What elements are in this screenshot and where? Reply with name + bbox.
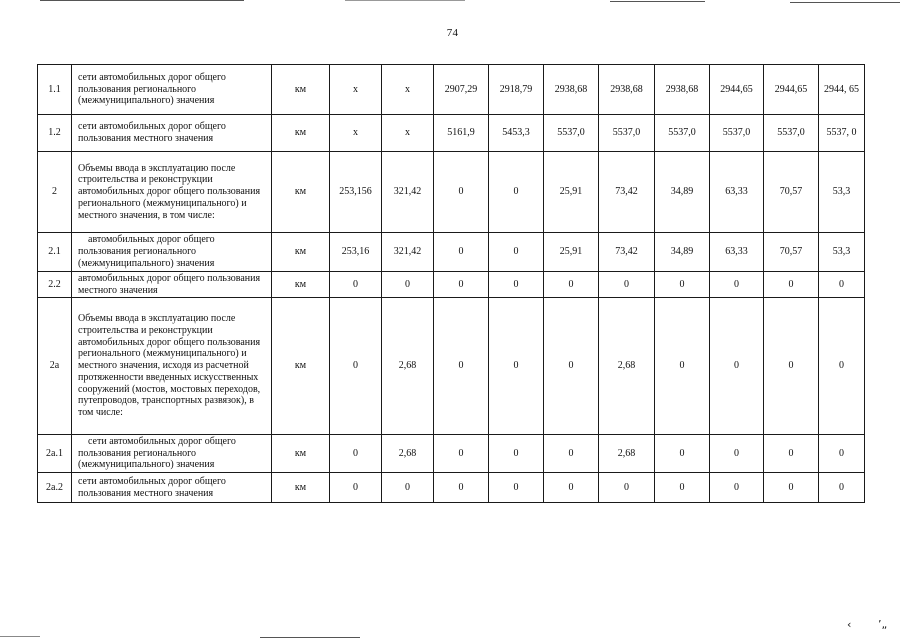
row-number-cell: 2а.1 [38, 435, 72, 473]
table-row [38, 272, 865, 298]
value-cell: х [382, 115, 434, 152]
value-cell: 253,156 [330, 152, 382, 233]
value-cell: 0 [544, 272, 599, 298]
value-cell: 0 [764, 298, 819, 435]
value-cell: 73,42 [599, 152, 655, 233]
value-cell: 0 [819, 473, 865, 503]
value-cell: 0 [489, 435, 544, 473]
unit-cell: км [272, 298, 330, 435]
value-cell: 2938,68 [544, 65, 599, 115]
value-cell: 2944, 65 [819, 65, 865, 115]
row-number-cell: 1.1 [38, 65, 72, 115]
description-cell: автомобильных дорог общего пользования местного значения [72, 272, 272, 298]
table-row [38, 233, 865, 272]
value-cell: 5537,0 [655, 115, 710, 152]
value-cell: 0 [655, 435, 710, 473]
value-cell: 253,16 [330, 233, 382, 272]
value-cell: 321,42 [382, 233, 434, 272]
value-cell: 2,68 [599, 298, 655, 435]
table-body [38, 65, 865, 503]
value-cell: 0 [544, 298, 599, 435]
table-row [38, 152, 865, 233]
value-cell: 0 [710, 298, 764, 435]
table-row [38, 473, 865, 503]
table-row [38, 65, 865, 115]
scan-edge-mark [345, 0, 465, 1]
value-cell: 63,33 [710, 233, 764, 272]
value-cell: х [382, 65, 434, 115]
page-number: 74 [446, 27, 459, 39]
value-cell: 0 [434, 272, 489, 298]
value-cell: 2907,29 [434, 65, 489, 115]
unit-cell: км [272, 435, 330, 473]
value-cell: 0 [599, 272, 655, 298]
scan-edge-mark [0, 636, 40, 637]
row-number-cell: 2.1 [38, 233, 72, 272]
value-cell: 0 [819, 435, 865, 473]
value-cell: 0 [710, 272, 764, 298]
value-cell: 0 [764, 272, 819, 298]
value-cell: 70,57 [764, 152, 819, 233]
value-cell: 0 [764, 473, 819, 503]
value-cell: 5537, 0 [819, 115, 865, 152]
value-cell: 34,89 [655, 152, 710, 233]
value-cell: 0 [655, 272, 710, 298]
value-cell: 0 [764, 435, 819, 473]
margin-mark: ʼ„ [878, 618, 888, 631]
value-cell: 5537,0 [764, 115, 819, 152]
row-number-cell: 2.2 [38, 272, 72, 298]
description-cell: сети автомобильных дорог общего пользования регионального (межмуниципального) значения [72, 65, 272, 115]
scan-edge-mark [40, 0, 244, 1]
value-cell: 0 [434, 435, 489, 473]
scan-edge-mark [610, 1, 705, 2]
value-cell: 0 [544, 435, 599, 473]
row-number-cell: 2а [38, 298, 72, 435]
value-cell: 34,89 [655, 233, 710, 272]
description-cell: сети автомобильных дорог общего пользования местного значения [72, 473, 272, 503]
table-row [38, 298, 865, 435]
value-cell: 0 [599, 473, 655, 503]
row-number-cell: 1.2 [38, 115, 72, 152]
description-cell: сети автомобильных дорог общего пользования местного значения [72, 115, 272, 152]
value-cell: 0 [655, 298, 710, 435]
value-cell: 0 [489, 233, 544, 272]
value-cell: 0 [382, 272, 434, 298]
table-row [38, 435, 865, 473]
value-cell: 0 [382, 473, 434, 503]
unit-cell: км [272, 152, 330, 233]
unit-cell: км [272, 272, 330, 298]
value-cell: 0 [819, 298, 865, 435]
value-cell: х [330, 115, 382, 152]
value-cell: х [330, 65, 382, 115]
value-cell: 0 [434, 298, 489, 435]
value-cell: 2,68 [382, 435, 434, 473]
value-cell: 2,68 [382, 298, 434, 435]
value-cell: 0 [330, 272, 382, 298]
margin-mark: ‹ [847, 618, 852, 631]
value-cell: 0 [544, 473, 599, 503]
value-cell: 0 [434, 473, 489, 503]
value-cell: 25,91 [544, 233, 599, 272]
description-cell: Объемы ввода в эксплуатацию после строительства и реконструкции автомобильных дорог общего пользования регионального (межмуниципального) и местного значения, в том числе: [72, 152, 272, 233]
value-cell: 0 [489, 152, 544, 233]
description-cell: автомобильных дорог общего пользования регионального (межмуниципального) значения [72, 233, 272, 272]
value-cell: 70,57 [764, 233, 819, 272]
description-cell: сети автомобильных дорог общего пользования регионального (межмуниципального) значения [72, 435, 272, 473]
value-cell: 63,33 [710, 152, 764, 233]
value-cell: 0 [434, 233, 489, 272]
value-cell: 53,3 [819, 233, 865, 272]
scan-edge-mark [790, 2, 900, 3]
value-cell: 2938,68 [655, 65, 710, 115]
table-row [38, 115, 865, 152]
value-cell: 0 [330, 435, 382, 473]
value-cell: 2938,68 [599, 65, 655, 115]
value-cell: 0 [655, 473, 710, 503]
value-cell: 0 [434, 152, 489, 233]
description-cell: Объемы ввода в эксплуатацию после строительства и реконструкции автомобильных дорог общего пользования регионального (межмуниципального) и местного значения, исходя из расчетной протяженности введенных искусственных сооружений (мостов, мостовых переходов, путепроводов, транспортных развязок), в том числе: [72, 298, 272, 435]
value-cell: 2,68 [599, 435, 655, 473]
value-cell: 25,91 [544, 152, 599, 233]
value-cell: 2944,65 [764, 65, 819, 115]
unit-cell: км [272, 65, 330, 115]
value-cell: 5537,0 [599, 115, 655, 152]
value-cell: 5453,3 [489, 115, 544, 152]
value-cell: 5537,0 [544, 115, 599, 152]
value-cell: 53,3 [819, 152, 865, 233]
row-number-cell: 2 [38, 152, 72, 233]
scan-edge-mark [260, 637, 360, 638]
value-cell: 2944,65 [710, 65, 764, 115]
value-cell: 321,42 [382, 152, 434, 233]
value-cell: 5537,0 [710, 115, 764, 152]
value-cell: 0 [489, 473, 544, 503]
value-cell: 0 [819, 272, 865, 298]
value-cell: 0 [330, 473, 382, 503]
row-number-cell: 2а.2 [38, 473, 72, 503]
value-cell: 73,42 [599, 233, 655, 272]
value-cell: 0 [330, 298, 382, 435]
value-cell: 0 [710, 435, 764, 473]
data-table [37, 64, 865, 503]
value-cell: 5161,9 [434, 115, 489, 152]
value-cell: 0 [710, 473, 764, 503]
value-cell: 0 [489, 272, 544, 298]
unit-cell: км [272, 233, 330, 272]
unit-cell: км [272, 115, 330, 152]
value-cell: 0 [489, 298, 544, 435]
unit-cell: км [272, 473, 330, 503]
value-cell: 2918,79 [489, 65, 544, 115]
